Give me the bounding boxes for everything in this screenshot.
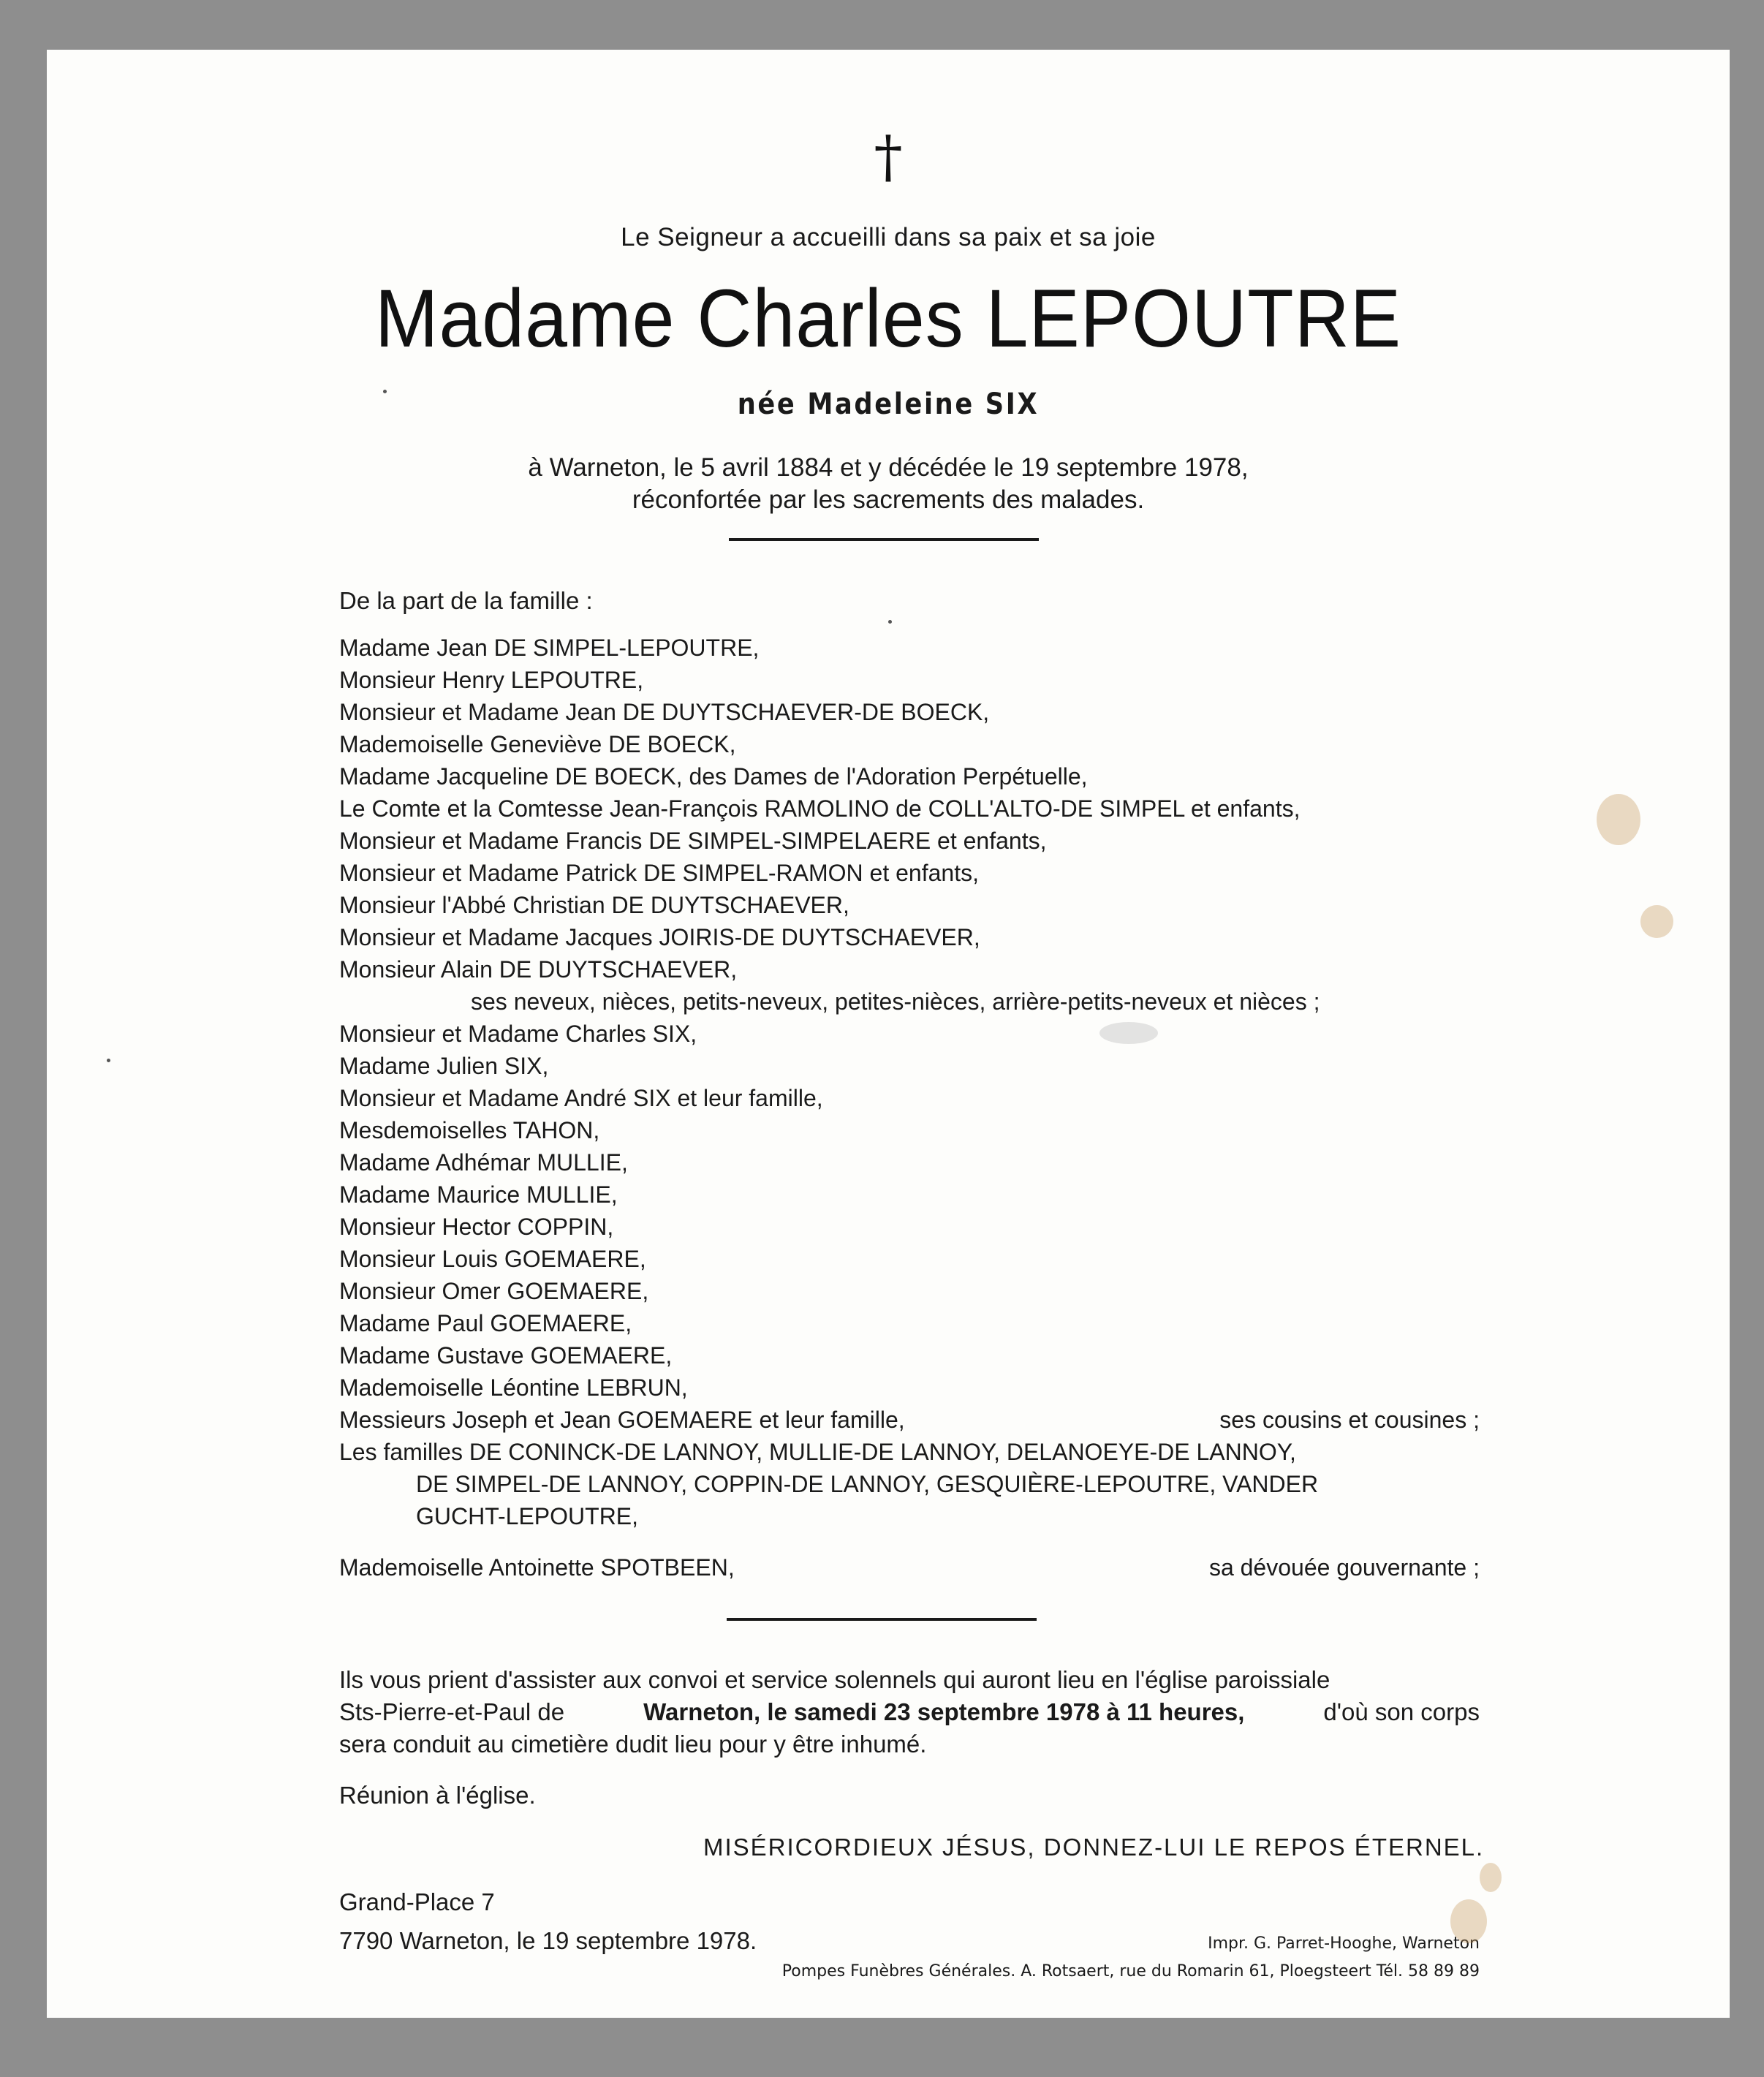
family-member: Mademoiselle Geneviève DE BOECK,: [339, 731, 736, 757]
invitation-text: Sts-Pierre-et-Paul de: [339, 1698, 565, 1725]
invitation-line: [339, 1664, 1480, 1696]
family-member: Madame Gustave GOEMAERE,: [339, 1342, 673, 1369]
relation-label: sa dévouée gouvernante ;: [1208, 1554, 1480, 1581]
speck: [888, 620, 892, 624]
divider-bottom: [727, 1618, 1037, 1621]
families-line: GUCHT-LEPOUTRE,: [416, 1503, 639, 1529]
family-member: Monsieur Louis GOEMAERE,: [339, 1246, 646, 1272]
family-member: Monsieur et Madame Patrick DE SIMPEL-RAMON et enfants,: [339, 860, 979, 886]
funeral-home-credit: Pompes Funèbres Générales. A. Rotsaert, rue du Romarin 61, Ploegsteert Tél. 58 89 89: [781, 1962, 1480, 1980]
family-member: Mademoiselle Antoinette SPOTBEEN,: [339, 1554, 735, 1581]
maiden-name: née Madeleine SIX: [737, 387, 1040, 421]
age-stain: [1597, 794, 1640, 845]
funeral-invitation: [339, 1664, 1480, 1760]
family-member: Mademoiselle Léontine LEBRUN,: [339, 1374, 688, 1401]
address-street: Grand-Place 7: [339, 1888, 495, 1915]
family-member: Monsieur et Madame Francis DE SIMPEL-SIMPELAERE et enfants,: [339, 828, 1047, 854]
family-member: Madame Maurice MULLIE,: [339, 1181, 618, 1208]
family-member: Monsieur Henry LEPOUTRE,: [339, 667, 644, 693]
family-member: Monsieur Alain DE DUYTSCHAEVER,: [339, 956, 738, 983]
invitation-line: sera conduit au cimetière dudit lieu pour y être inhumé.: [339, 1730, 927, 1758]
age-stain: [1640, 905, 1673, 938]
families-line: DE SIMPEL-DE LANNOY, COPPIN-DE LANNOY, GESQUIÈRE-LEPOUTRE, VANDER: [416, 1471, 1319, 1497]
invitation-text: Ils vous prient d'assister aux convoi et service solennels qui auront lieu en l'église paroissiale: [339, 1666, 1330, 1693]
family-member: Madame Adhémar MULLIE,: [339, 1149, 628, 1176]
family-member: Mesdemoiselles TAHON,: [339, 1117, 600, 1143]
birth-death-line: à Warneton, le 5 avril 1884 et y décédée le 19 septembre 1978,: [528, 453, 1249, 482]
invitation-line: [339, 1696, 1480, 1728]
family-member: Monsieur et Madame Charles SIX,: [339, 1021, 697, 1047]
family-member: Monsieur l'Abbé Christian DE DUYTSCHAEVER,: [339, 892, 849, 918]
family-member: Madame Jean DE SIMPEL-LEPOUTRE,: [339, 635, 760, 661]
family-member: Messieurs Joseph et Jean GOEMAERE et leur famille,: [339, 1407, 905, 1433]
prayer-motto: MISÉRICORDIEUX JÉSUS, DONNEZ-LUI LE REPOS ÉTERNEL.: [703, 1834, 1485, 1861]
family-member: Madame Paul GOEMAERE,: [339, 1310, 632, 1336]
service-date: Warneton, le samedi 23 septembre 1978 à 11 heures,: [643, 1698, 1245, 1725]
invitation-text: d'où son corps: [1323, 1698, 1480, 1725]
divider-top: [729, 538, 1039, 541]
family-member: Monsieur et Madame Jacques JOIRIS-DE DUYTSCHAEVER,: [339, 924, 980, 950]
governess-row: [339, 1551, 1480, 1584]
family-member: Madame Jacqueline DE BOECK, des Dames de l'Adoration Perpétuelle,: [339, 763, 1088, 790]
relation-label: ses cousins et cousines ;: [1219, 1407, 1480, 1433]
deceased-name: Madame Charles LEPOUTRE: [374, 273, 1402, 365]
age-stain: [1480, 1863, 1502, 1892]
family-member: Monsieur Hector COPPIN,: [339, 1214, 614, 1240]
family-member: Monsieur Omer GOEMAERE,: [339, 1278, 649, 1304]
family-member: Madame Julien SIX,: [339, 1053, 549, 1079]
family-member: Monsieur et Madame Jean DE DUYTSCHAEVER-DE BOECK,: [339, 699, 990, 725]
printer-credit: Impr. G. Parret-Hooghe, Warneton: [1208, 1934, 1480, 1953]
age-stain: [1450, 1899, 1487, 1943]
address-city-date: 7790 Warneton, le 19 septembre 1978.: [339, 1927, 757, 1954]
reunion-note: Réunion à l'église.: [339, 1782, 536, 1809]
speck: [107, 1059, 110, 1062]
family-heading: De la part de la famille :: [339, 587, 593, 614]
families-line: Les familles DE CONINCK-DE LANNOY, MULLIE-DE LANNOY, DELANOEYE-DE LANNOY,: [339, 1439, 1296, 1465]
intro-line: Le Seigneur a accueilli dans sa paix et sa joie: [621, 223, 1156, 251]
sacraments-line: réconfortée par les sacrements des malades.: [632, 485, 1145, 514]
family-member: Monsieur et Madame André SIX et leur famille,: [339, 1085, 823, 1111]
cross-icon: †: [874, 124, 903, 190]
family-member: Le Comte et la Comtesse Jean-François RAMOLINO de COLL'ALTO-DE SIMPEL et enfants,: [339, 795, 1301, 822]
family-list: [339, 632, 1480, 1584]
family-member-row: [339, 1404, 1480, 1436]
age-stain: [1099, 1022, 1158, 1044]
death-notice-card: [47, 50, 1730, 2018]
speck: [383, 390, 387, 393]
relation-label: ses neveux, nièces, petits-neveux, petites-nièces, arrière-petits-neveux et nièces ;: [471, 988, 1320, 1015]
